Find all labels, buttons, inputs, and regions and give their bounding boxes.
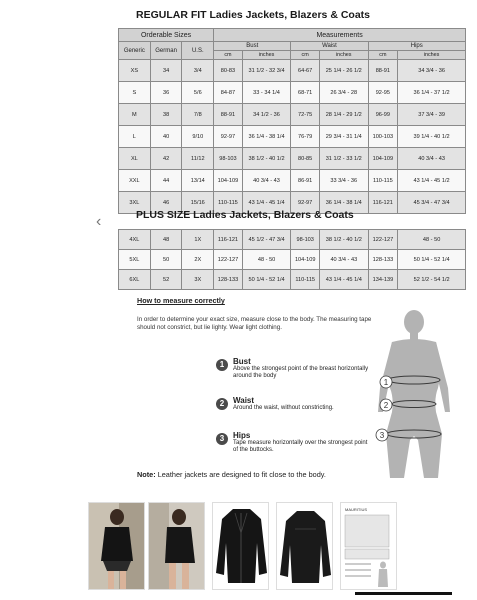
- figure-marker-3: 3: [379, 431, 385, 440]
- table-cell: 92-97: [214, 126, 243, 148]
- table-cell: 116-121: [368, 192, 398, 214]
- plus-size-row: [119, 250, 466, 270]
- table-cell: 42: [150, 148, 182, 170]
- table-cell: XXL: [119, 170, 151, 192]
- table-cell: 28 1/4 - 29 1/2: [319, 104, 368, 126]
- german-col-header: German: [150, 42, 182, 60]
- table-cell: 134-139: [368, 270, 398, 290]
- plus-size-table: [118, 229, 466, 290]
- table-cell: 9/10: [182, 126, 214, 148]
- table-cell: 38 1/2 - 40 1/2: [319, 230, 368, 250]
- thumbnail-heading: MAURITIUS: [345, 507, 367, 512]
- step-heading: Bust: [233, 357, 251, 366]
- unit-header: cm: [291, 51, 320, 60]
- table-cell: 128-133: [368, 250, 398, 270]
- unit-header: inches: [242, 51, 291, 60]
- us-col-header: U.S.: [182, 42, 214, 60]
- note-text: Leather jackets are designed to fit close to the body.: [157, 470, 326, 479]
- table-cell: 11/12: [182, 148, 214, 170]
- table-cell: 43 1/4 - 45 1/4: [319, 270, 368, 290]
- table-cell: 45 3/4 - 47 3/4: [398, 192, 466, 214]
- table-cell: 34 3/4 - 36: [398, 60, 466, 82]
- plus-title: PLUS SIZE Ladies Jackets, Blazers & Coats: [136, 209, 354, 221]
- unit-header: cm: [214, 51, 243, 60]
- table-cell: 104-109: [291, 250, 320, 270]
- how-to-measure-intro: In order to determine your exact size, measure close to the body. The measuring tape should not constrict, but lie lighty. Wear light clothing.: [137, 316, 372, 331]
- table-cell: 3XL: [119, 192, 151, 214]
- regular-size-row: [119, 104, 466, 126]
- size-chart-thumbnail[interactable]: [340, 502, 397, 590]
- table-cell: 50 1/4 - 52 1/4: [398, 250, 466, 270]
- step-number: 2: [216, 398, 228, 410]
- table-cell: XS: [119, 60, 151, 82]
- bust-header: Bust: [214, 42, 291, 51]
- table-cell: 128-133: [214, 270, 243, 290]
- table-cell: 36: [150, 82, 182, 104]
- table-cell: 104-109: [368, 148, 398, 170]
- table-cell: 5XL: [119, 250, 151, 270]
- hips-header: Hips: [368, 42, 465, 51]
- table-cell: 110-115: [368, 170, 398, 192]
- table-cell: 40 3/4 - 43: [319, 250, 368, 270]
- step-heading: Hips: [233, 431, 251, 440]
- table-cell: 34: [150, 60, 182, 82]
- table-cell: 98-103: [214, 148, 243, 170]
- plus-table-body: [119, 230, 466, 290]
- table-cell: 40: [150, 126, 182, 148]
- table-cell: 50: [150, 250, 182, 270]
- table-cell: 100-103: [368, 126, 398, 148]
- table-cell: 15/16: [182, 192, 214, 214]
- table-cell: 36 1/4 - 37 1/2: [398, 82, 466, 104]
- table-cell: 68-71: [291, 82, 320, 104]
- table-cell: 40 3/4 - 43: [242, 170, 291, 192]
- table-cell: 40 3/4 - 43: [398, 148, 466, 170]
- figure-marker-2: 2: [383, 401, 389, 410]
- table-cell: 44: [150, 170, 182, 192]
- table-cell: 36 1/4 - 38 1/4: [242, 126, 291, 148]
- table-cell: 25 1/4 - 26 1/2: [319, 60, 368, 82]
- step-description: Around the waist, without constricting.: [233, 405, 334, 411]
- table-cell: 31 1/2 - 33 1/2: [319, 148, 368, 170]
- table-cell: 110-115: [214, 192, 243, 214]
- table-cell: 45 1/2 - 47 3/4: [242, 230, 291, 250]
- table-cell: 2X: [182, 250, 214, 270]
- table-cell: 80-83: [214, 60, 243, 82]
- table-cell: 6XL: [119, 270, 151, 290]
- table-cell: 34 1/2 - 36: [242, 104, 291, 126]
- orderable-sizes-header: Orderable Sizes: [119, 29, 214, 42]
- measurements-header: Measurements: [214, 29, 466, 42]
- table-cell: 88-91: [368, 60, 398, 82]
- waist-header: Waist: [291, 42, 368, 51]
- table-cell: 122-127: [368, 230, 398, 250]
- step-number: 1: [216, 359, 228, 371]
- table-cell: 84-87: [214, 82, 243, 104]
- regular-size-row: [119, 148, 466, 170]
- step-description: Above the strongest point of the breast horizontally around the body: [233, 366, 369, 380]
- table-cell: 50 1/4 - 52 1/4: [242, 270, 291, 290]
- step-number: 3: [216, 433, 228, 445]
- regular-size-row: [119, 60, 466, 82]
- table-cell: 36 1/4 - 38 1/4: [319, 192, 368, 214]
- table-cell: 92-95: [368, 82, 398, 104]
- table-cell: 76-79: [291, 126, 320, 148]
- table-cell: 4XL: [119, 230, 151, 250]
- table-cell: L: [119, 126, 151, 148]
- table-cell: 46: [150, 192, 182, 214]
- table-cell: M: [119, 104, 151, 126]
- plus-size-row: [119, 270, 466, 290]
- table-cell: 38 1/2 - 40 1/2: [242, 148, 291, 170]
- table-cell: 33 3/4 - 36: [319, 170, 368, 192]
- regular-title: REGULAR FIT Ladies Jackets, Blazers & Coats: [136, 9, 370, 21]
- body-silhouette-figure: [372, 308, 456, 480]
- table-cell: 3X: [182, 270, 214, 290]
- unit-header: cm: [368, 51, 398, 60]
- table-cell: 3/4: [182, 60, 214, 82]
- table-cell: XL: [119, 148, 151, 170]
- table-cell: 52: [150, 270, 182, 290]
- model-front-thumbnail[interactable]: [88, 502, 145, 590]
- table-cell: 104-109: [214, 170, 243, 192]
- table-cell: 80-85: [291, 148, 320, 170]
- table-cell: 1X: [182, 230, 214, 250]
- previous-arrow[interactable]: ‹: [96, 213, 102, 230]
- regular-size-row: [119, 170, 466, 192]
- model-side-thumbnail[interactable]: [148, 502, 205, 590]
- table-cell: 33 - 34 1/4: [242, 82, 291, 104]
- table-cell: 13/14: [182, 170, 214, 192]
- table-cell: 48: [150, 230, 182, 250]
- table-cell: 110-115: [291, 270, 320, 290]
- step-heading: Waist: [233, 396, 255, 405]
- leather-note: [137, 470, 326, 479]
- table-cell: 96-99: [368, 104, 398, 126]
- regular-size-row: [119, 126, 466, 148]
- regular-table-body: [119, 60, 466, 214]
- table-cell: 122-127: [214, 250, 243, 270]
- table-cell: 7/8: [182, 104, 214, 126]
- table-cell: 5/6: [182, 82, 214, 104]
- jacket-front-thumbnail[interactable]: [212, 502, 269, 590]
- note-label: Note:: [137, 470, 156, 479]
- unit-header: inches: [398, 51, 466, 60]
- table-cell: 43 1/4 - 45 1/4: [242, 192, 291, 214]
- generic-col-header: Generic: [119, 42, 151, 60]
- how-to-measure-title: How to measure correctly: [137, 296, 225, 305]
- regular-size-table: [118, 28, 466, 214]
- table-cell: 48 - 50: [398, 230, 466, 250]
- table-cell: S: [119, 82, 151, 104]
- unit-header: inches: [319, 51, 368, 60]
- table-cell: 64-67: [291, 60, 320, 82]
- plus-size-row: [119, 230, 466, 250]
- table-cell: 26 3/4 - 28: [319, 82, 368, 104]
- table-cell: 88-91: [214, 104, 243, 126]
- table-cell: 43 1/4 - 45 1/2: [398, 170, 466, 192]
- table-cell: 72-75: [291, 104, 320, 126]
- scroll-indicator[interactable]: [355, 592, 452, 595]
- table-cell: 92-97: [291, 192, 320, 214]
- regular-size-row: [119, 82, 466, 104]
- table-cell: 29 3/4 - 31 1/4: [319, 126, 368, 148]
- table-cell: 38: [150, 104, 182, 126]
- table-cell: 116-121: [214, 230, 243, 250]
- table-cell: 39 1/4 - 40 1/2: [398, 126, 466, 148]
- table-cell: 31 1/2 - 32 3/4: [242, 60, 291, 82]
- table-cell: 52 1/2 - 54 1/2: [398, 270, 466, 290]
- table-cell: 98-103: [291, 230, 320, 250]
- table-cell: 37 3/4 - 39: [398, 104, 466, 126]
- figure-marker-1: 1: [383, 378, 389, 387]
- jacket-back-thumbnail[interactable]: [276, 502, 333, 590]
- step-description: Tape measure horizontally over the strongest point of the buttocks.: [233, 440, 368, 454]
- table-cell: 86-91: [291, 170, 320, 192]
- table-cell: 48 - 50: [242, 250, 291, 270]
